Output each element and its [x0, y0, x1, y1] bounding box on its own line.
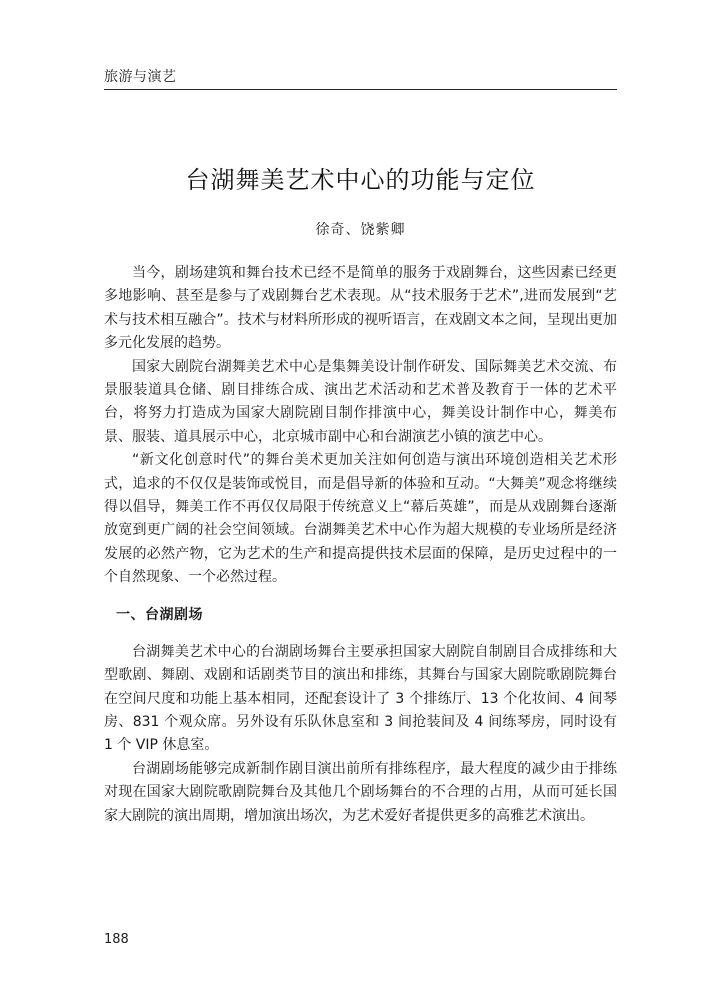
- section-heading: 一、台湖剧场: [116, 606, 203, 623]
- body-paragraph: “新文化创意时代”的舞台美术更加关注如何创造与演出环境创造相关艺术形式，追求的不仅仅是装饰或悦目，而是倡导新的体验和互动。“大舞美”观念将继续得以倡导，舞美工作不再仅仅局限于传统意义上“幕后英雄”，而是从戏剧舞台逐渐放宽到更广阔的社会空间领域。台湖舞美艺术中心作为超大规模的专业场所是经济发展的必然产物，它为艺术的生产和提高提供技术层面的保障，是历史过程中的一个自然现象、一个必然过程。: [104, 452, 617, 586]
- body-paragraph: 台湖剧场能够完成新制作剧目演出前所有排练程序，最大程度的减少由于排练对现在国家大剧院歌剧院舞台及其他几个剧场舞台的不合理的占用，从而可延长国家大剧院的演出周期，增加演出场次，为艺术爱好者提供更多的高雅艺术演出。: [104, 760, 617, 824]
- article-body: [104, 262, 617, 828]
- article-authors: 徐奇、饶紫卿: [315, 222, 406, 238]
- header-rule: [104, 89, 617, 90]
- body-paragraph: 台湖舞美艺术中心的台湖剧场舞台主要承担国家大剧院自制剧目合成排练和大型歌剧、舞剧、戏剧和话剧类节目的演出和排练，其舞台与国家大剧院歌剧院舞台在空间尺度和功能上基本相同，还配套设计了 3 个排练厅、13 个化妆间、4 间琴房、831 个观众席。另外设有乐队休息室和 3 间抢装间及 4 间练琴房，同时设有 1 个 VIP 休息室。: [104, 643, 617, 754]
- article-title: 台湖舞美艺术中心的功能与定位: [185, 166, 536, 194]
- body-paragraph: 国家大剧院台湖舞美艺术中心是集舞美设计制作研发、国际舞美艺术交流、布景服装道具仓储、剧目排练合成、演出艺术活动和艺术普及教育于一体的艺术平台，将努力打造成为国家大剧院剧目制作排演中心，舞美设计制作中心，舞美布景、服装、道具展示中心，北京城市副中心和台湖演艺小镇的演艺中心。: [104, 358, 617, 445]
- running-header: 旅游与演艺: [104, 69, 177, 85]
- body-paragraph: 当今，剧场建筑和舞台技术已经不是简单的服务于戏剧舞台，这些因素已经更多地影响、甚至是参与了戏剧舞台艺术表现。从“技术服务于艺术”,进而发展到“艺术与技术相互融合”。技术与材料所形成的视听语言，在戏剧文本之间，呈现出更加多元化发展的趋势。: [104, 265, 617, 352]
- page-number: 188: [104, 932, 129, 947]
